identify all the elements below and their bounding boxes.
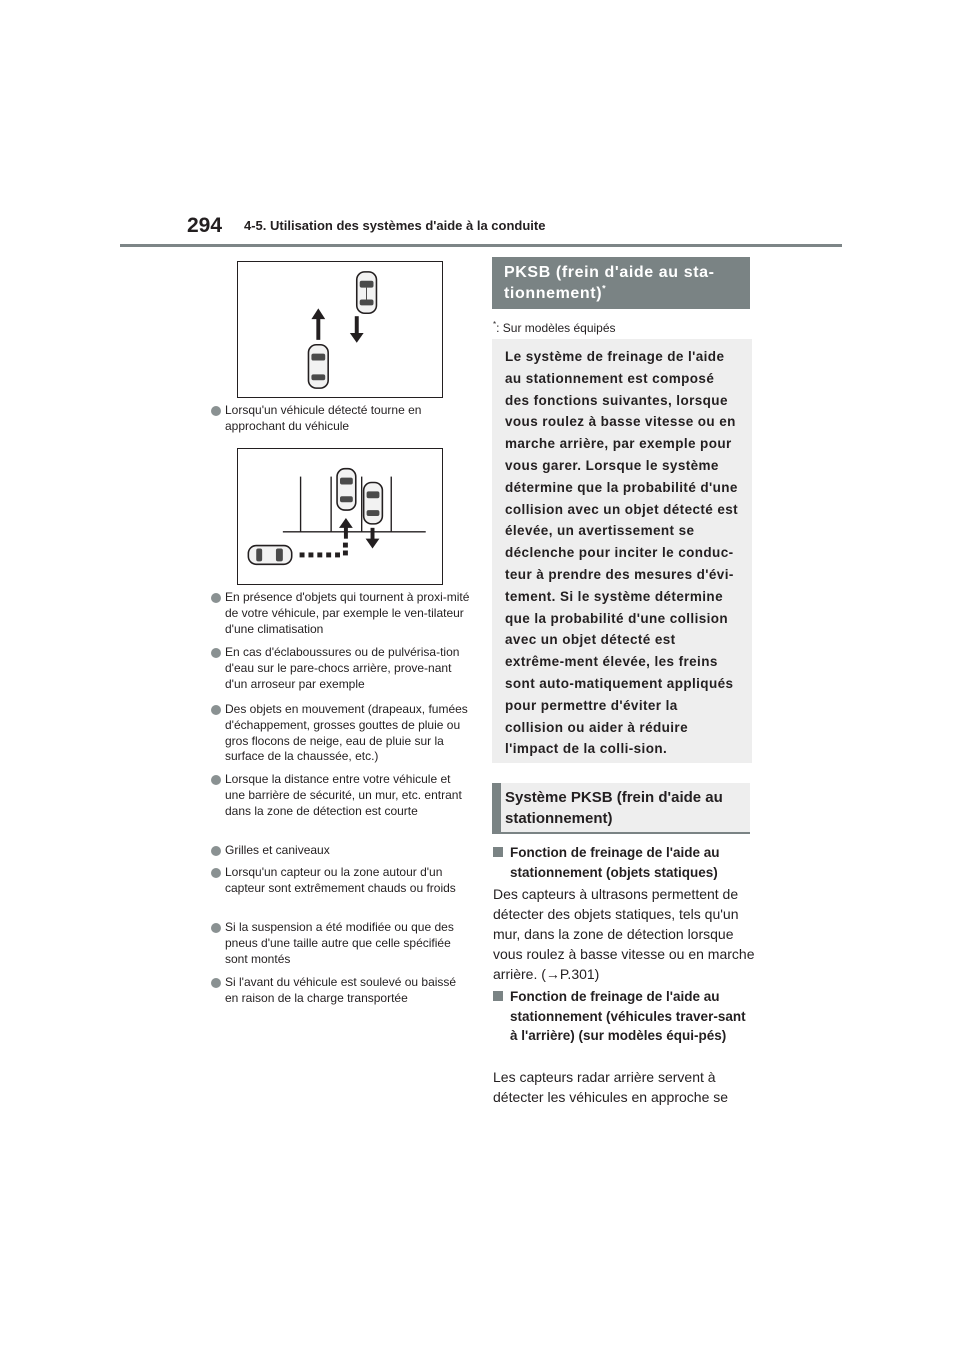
list-item: Lorsqu'un capteur ou la zone autour d'un capteur sont extrêmement chauds ou froids <box>211 865 471 897</box>
moving-car-icon <box>357 272 377 313</box>
list-item: En présence d'objets qui tournent à proxi-mité de votre véhicule, par exemple le ven-tilateur d'une climatisation <box>211 590 471 637</box>
footnote: *: Sur modèles équipés <box>493 320 616 335</box>
reversing-car-icon <box>364 483 383 524</box>
list-item: Des objets en mouvement (drapeaux, fumées d'échappement, grosses gouttes de pluie ou gros flocons de neige, eau de pluie sur la surface de la chaussée, etc.) <box>211 702 471 765</box>
arrow-down-icon <box>350 316 364 343</box>
subhead-rear-crossing: Fonction de freinage de l'aide au stationnement (véhicules traver-sant à l'arrière) (sur modèles équi-pés) <box>493 987 751 1046</box>
parked-car-icon <box>337 469 356 510</box>
square-bullet-icon <box>493 847 503 857</box>
approaching-car-icon <box>248 546 291 565</box>
bullet-dot-icon <box>211 978 221 988</box>
square-bullet-icon <box>493 991 503 1001</box>
page-number: 294 <box>187 214 223 237</box>
bullet-dot-icon <box>211 648 221 658</box>
section-title: 4-5. Utilisation des systèmes d'aide à la conduite <box>244 218 546 233</box>
figure1-caption: Lorsqu'un véhicule détecté tourne en approchant du véhicule <box>211 403 471 435</box>
subhead-static-objects: Fonction de freinage de l'aide au stationnement (objets statiques) <box>493 843 751 882</box>
figure-turning-vehicle <box>237 261 443 398</box>
bullet-dot-icon <box>211 593 221 603</box>
header-rule <box>120 244 842 247</box>
pksb-banner: PKSB (frein d'aide au sta-tionnement)* <box>492 257 750 309</box>
turning-vehicle-illustration <box>238 262 442 397</box>
own-car-icon <box>308 345 328 388</box>
list-item: Grilles et caniveaux <box>211 843 471 859</box>
list-item: En cas d'éclaboussures ou de pulvérisa-tion d'eau sur le pare-chocs arrière, prove-nant d'un arroseur par exemple <box>211 645 471 692</box>
paragraph-static-objects: Des capteurs à ultrasons permettent de détecter des objets statiques, tels qu'un mur, dans la zone de détection lorsque vous roulez à basse vitesse ou en marche arrière. (→P.301) <box>493 886 755 982</box>
arrow-down-icon <box>366 528 380 549</box>
bullet-dot-icon <box>211 923 221 933</box>
bullet-dot-icon <box>211 705 221 715</box>
list-item: Si la suspension a été modifiée ou que des pneus d'une taille autre que celle spécifiée sont montés <box>211 920 471 967</box>
bullet-dot-icon <box>211 868 221 878</box>
figure-parking-lot <box>237 448 443 585</box>
parking-lot-illustration <box>238 449 442 584</box>
list-item: Lorsque la distance entre votre véhicule et une barrière de sécurité, un mur, etc. entrant dans la zone de détection est courte <box>211 772 471 819</box>
summary-box: Le système de freinage de l'aide au stationnement est composé des fonctions suivantes, lorsque vous roulez à basse vitesse ou en marche arrière, par exemple pour vous garer. Lorsque le système détermine que la probabilité d'une collision avec un objet détecté est élevée, un avertissement se déclenche pour inciter le conduc-teur à prendre des mesures d'évi-tement. Si le système détermine que la probabilité d'une collision avec un objet détecté est extrême-ment élevée, les freins sont auto-matiquement appliqués pour permettre d'éviter la collision ou aider à réduire l'impact de la colli-sion. <box>492 339 752 763</box>
paragraph-rear-crossing: Les capteurs radar arrière servent à détecter les véhicules en approche se <box>493 1069 729 1105</box>
list-item: Si l'avant du véhicule est soulevé ou baissé en raison de la charge transportée <box>211 975 471 1007</box>
pksb-system-heading: Système PKSB (frein d'aide au stationnement) <box>492 783 750 834</box>
bullet-dot-icon <box>211 846 221 856</box>
arrow-up-icon <box>339 518 353 539</box>
bullet-dot-icon <box>211 775 221 785</box>
arrow-up-icon <box>311 308 325 340</box>
dotted-path-icon <box>300 543 348 558</box>
bullet-dot-icon <box>211 406 221 416</box>
